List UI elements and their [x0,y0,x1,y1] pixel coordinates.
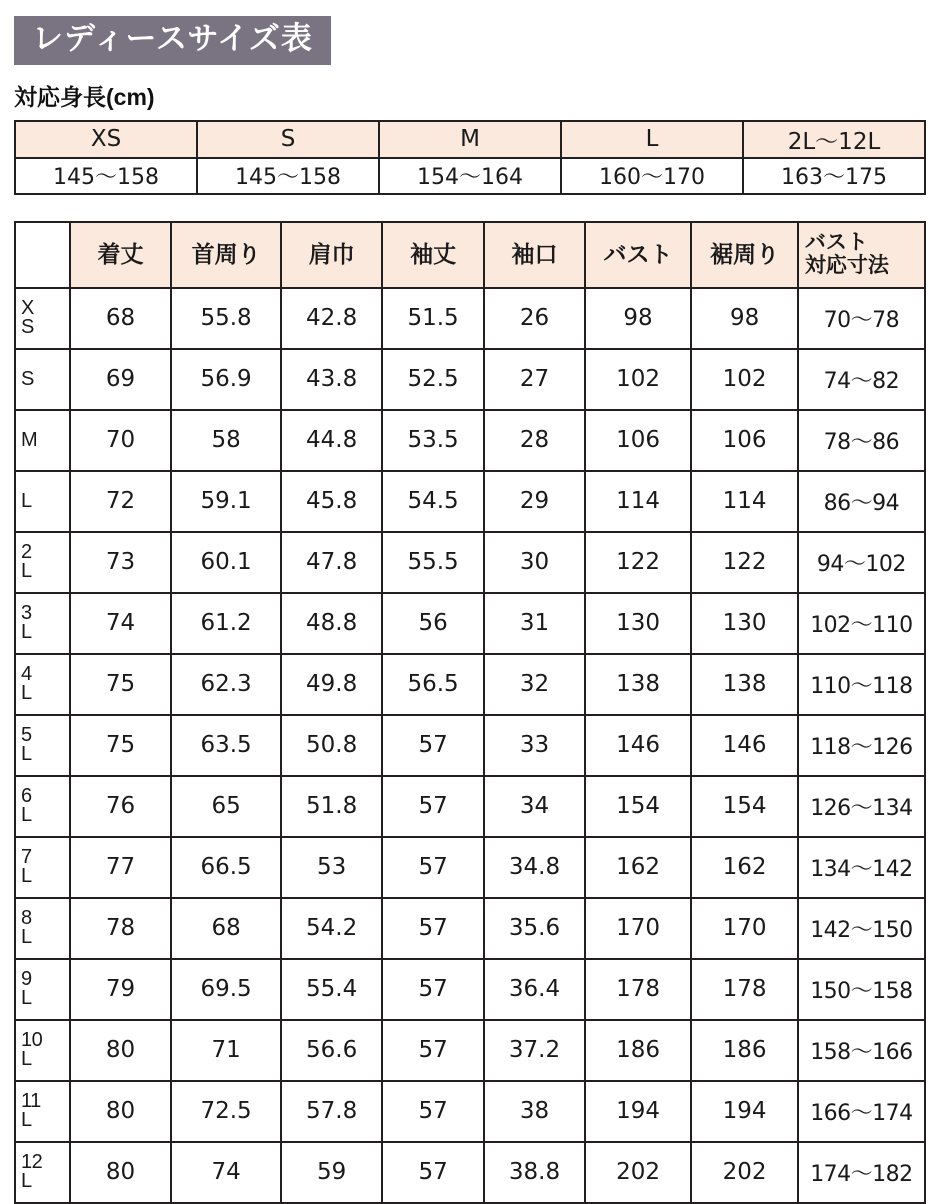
row-size-label [15,654,70,715]
height-table-header-row [15,121,925,158]
measurement-cell: 73 [70,532,170,593]
measurement-cell: 54.2 [281,898,381,959]
measurement-cell: 202 [585,1142,692,1203]
table-row [15,471,925,532]
height-range-cell: 154〜164 [379,158,561,194]
measurement-cell: 43.8 [281,349,381,410]
table-corner-cell [15,222,70,288]
measurement-cell: 58 [171,410,282,471]
row-size-label-line: 5 [21,724,32,747]
measurement-cell: 114 [691,471,798,532]
measurement-cell: 56.9 [171,349,282,410]
table-row [15,837,925,898]
column-header-katahaba: 肩巾 [281,222,381,288]
measurement-cell: 102 [585,349,692,410]
row-size-label-line: 7 [21,846,32,869]
table-row [15,532,925,593]
column-header-bust: バスト [585,222,692,288]
column-header-kitake: 着丈 [70,222,170,288]
measurement-cell: 55.4 [281,959,381,1020]
height-size-header: 2L〜12L [743,121,925,158]
row-size-label-line: 10 [21,1029,43,1052]
measurement-cell: 69.5 [171,959,282,1020]
row-size-label-line: 3 [21,602,32,625]
row-size-label-line: L [21,621,32,644]
row-size-label-line: 12 [21,1151,43,1174]
row-size-label [15,1081,70,1142]
measurement-cell: 68 [70,288,170,349]
measurement-cell: 42.8 [281,288,381,349]
measurement-cell: 56.6 [281,1020,381,1081]
measurement-cell: 170 [585,898,692,959]
measurement-cell: 59 [281,1142,381,1203]
measurement-cell: 44.8 [281,410,381,471]
bust-reference-cell: 126〜134 [798,776,925,837]
bust-reference-cell: 110〜118 [798,654,925,715]
measurement-cell: 106 [691,410,798,471]
measurement-cell: 202 [691,1142,798,1203]
measurement-cell: 56 [382,593,484,654]
row-size-label-line: S [21,367,34,390]
measurement-cell: 77 [70,837,170,898]
row-size-label [15,593,70,654]
measurement-cell: 57 [382,1081,484,1142]
page-title: レディースサイズ表 [14,16,331,65]
height-size-header: L [561,121,743,158]
row-size-label [15,1142,70,1203]
measurement-cell: 130 [585,593,692,654]
height-range-cell: 145〜158 [15,158,197,194]
bust-reference-cell: 70〜78 [798,288,925,349]
height-range-cell: 145〜158 [197,158,379,194]
row-size-label-line: M [21,428,38,451]
measurement-cell: 146 [585,715,692,776]
measurement-cell: 57 [382,837,484,898]
bust-reference-cell: 102〜110 [798,593,925,654]
measurement-cell: 48.8 [281,593,381,654]
height-range-cell: 163〜175 [743,158,925,194]
height-table-value-row [15,158,925,194]
height-size-header: XS [15,121,197,158]
row-size-label-line: L [21,560,32,583]
measurement-cell: 37.2 [484,1020,584,1081]
measurement-cell: 45.8 [281,471,381,532]
row-size-label-line: 9 [21,968,32,991]
measurement-cell: 130 [691,593,798,654]
table-row [15,288,925,349]
measurement-cell: 57 [382,898,484,959]
measurement-cell: 35.6 [484,898,584,959]
row-size-label [15,532,70,593]
table-row [15,1081,925,1142]
bust-reference-cell: 78〜86 [798,410,925,471]
row-size-label-line: X [21,297,34,320]
measurement-cell: 138 [585,654,692,715]
row-size-label [15,715,70,776]
row-size-label-line: 11 [21,1090,41,1113]
height-section-heading: 対応身長(cm) [14,83,155,110]
measurement-cell: 56.5 [382,654,484,715]
bust-reference-cell: 134〜142 [798,837,925,898]
measurement-cell: 98 [691,288,798,349]
table-row [15,715,925,776]
table-row [15,1020,925,1081]
measurement-cell: 154 [585,776,692,837]
measurement-cell: 76 [70,776,170,837]
measurement-cell: 55.5 [382,532,484,593]
measurement-cell: 53.5 [382,410,484,471]
row-size-label [15,410,70,471]
measurement-cell: 194 [691,1081,798,1142]
measurement-cell: 80 [70,1142,170,1203]
row-size-label [15,898,70,959]
measurement-cell: 30 [484,532,584,593]
measurement-cell: 34.8 [484,837,584,898]
column-header-kubimawari: 首周り [171,222,282,288]
column-header-bust-reference [798,222,925,288]
measurement-cell: 186 [585,1020,692,1081]
measurement-cell: 70 [70,410,170,471]
measurement-cell: 59.1 [171,471,282,532]
height-size-header: S [197,121,379,158]
measurement-cell: 57 [382,959,484,1020]
table-row [15,776,925,837]
measurement-cell: 33 [484,715,584,776]
bust-reference-cell: 118〜126 [798,715,925,776]
measurement-cell: 75 [70,654,170,715]
measurement-cell: 68 [171,898,282,959]
measurement-cell: 75 [70,715,170,776]
bust-reference-cell: 86〜94 [798,471,925,532]
measurement-cell: 72.5 [171,1081,282,1142]
measurement-cell: 138 [691,654,798,715]
row-size-label-line: S [21,316,34,339]
bust-reference-line2: 対応寸法 [804,253,889,277]
bust-reference-cell: 142〜150 [798,898,925,959]
table-row [15,1142,925,1203]
row-size-label-line: L [21,865,32,888]
measurement-cell: 178 [691,959,798,1020]
measurement-cell: 53 [281,837,381,898]
measurement-cell: 57.8 [281,1081,381,1142]
measurement-cell: 74 [171,1142,282,1203]
measurement-cell: 66.5 [171,837,282,898]
measurement-cell: 79 [70,959,170,1020]
measurement-cell: 57 [382,1142,484,1203]
measurement-cell: 146 [691,715,798,776]
measurement-cell: 194 [585,1081,692,1142]
bust-reference-cell: 150〜158 [798,959,925,1020]
measurement-cell: 98 [585,288,692,349]
bust-reference-cell: 166〜174 [798,1081,925,1142]
measurement-cell: 106 [585,410,692,471]
table-row [15,349,925,410]
measurement-cell: 27 [484,349,584,410]
bust-reference-cell: 158〜166 [798,1020,925,1081]
row-size-label-line: L [21,1048,32,1071]
bust-reference-cell: 94〜102 [798,532,925,593]
measurement-cell: 80 [70,1020,170,1081]
measurement-cell: 162 [585,837,692,898]
measurement-cell: 154 [691,776,798,837]
measurement-cell: 31 [484,593,584,654]
height-range-cell: 160〜170 [561,158,743,194]
table-row [15,410,925,471]
row-size-label [15,471,70,532]
column-header-sodeguchi: 袖口 [484,222,584,288]
column-header-susomawari: 裾周り [691,222,798,288]
table-row [15,654,925,715]
measurement-cell: 57 [382,1020,484,1081]
height-size-header: M [379,121,561,158]
bust-reference-cell: 174〜182 [798,1142,925,1203]
height-table [14,120,926,195]
row-size-label-line: L [21,682,32,705]
measurement-cell: 51.8 [281,776,381,837]
measurement-section [14,221,926,1204]
measurement-cell: 60.1 [171,532,282,593]
measurement-cell: 122 [691,532,798,593]
row-size-label-line: 4 [21,663,32,686]
measurement-cell: 78 [70,898,170,959]
row-size-label-line: 2 [21,541,32,564]
measurement-cell: 52.5 [382,349,484,410]
measurement-cell: 186 [691,1020,798,1081]
measurement-cell: 72 [70,471,170,532]
measurement-cell: 57 [382,776,484,837]
measurement-cell: 80 [70,1081,170,1142]
measurement-cell: 178 [585,959,692,1020]
measurement-cell: 57 [382,715,484,776]
measurement-cell: 47.8 [281,532,381,593]
bust-reference-line1: バスト [804,230,868,254]
row-size-label [15,288,70,349]
measurement-cell: 38.8 [484,1142,584,1203]
measurement-header-row [15,222,925,288]
row-size-label [15,776,70,837]
table-row [15,593,925,654]
measurement-cell: 38 [484,1081,584,1142]
measurement-cell: 74 [70,593,170,654]
measurement-cell: 51.5 [382,288,484,349]
measurement-cell: 26 [484,288,584,349]
table-row [15,959,925,1020]
measurement-cell: 162 [691,837,798,898]
measurement-cell: 29 [484,471,584,532]
measurement-cell: 65 [171,776,282,837]
row-size-label-line: 8 [21,907,32,930]
row-size-label [15,1020,70,1081]
measurement-cell: 71 [171,1020,282,1081]
measurement-cell: 122 [585,532,692,593]
measurement-body [15,288,925,1203]
measurement-cell: 32 [484,654,584,715]
measurement-cell: 50.8 [281,715,381,776]
measurement-cell: 55.8 [171,288,282,349]
measurement-cell: 36.4 [484,959,584,1020]
row-size-label [15,959,70,1020]
measurement-cell: 62.3 [171,654,282,715]
table-row [15,898,925,959]
measurement-cell: 170 [691,898,798,959]
measurement-cell: 34 [484,776,584,837]
row-size-label [15,837,70,898]
row-size-label-line: L [21,489,32,512]
measurement-cell: 61.2 [171,593,282,654]
measurement-cell: 54.5 [382,471,484,532]
measurement-cell: 63.5 [171,715,282,776]
row-size-label-line: L [21,926,32,949]
row-size-label [15,349,70,410]
measurement-cell: 114 [585,471,692,532]
row-size-label-line: L [21,743,32,766]
column-header-sodetake: 袖丈 [382,222,484,288]
row-size-label-line: L [21,987,32,1010]
measurement-cell: 49.8 [281,654,381,715]
row-size-label-line: L [21,1170,32,1193]
measurement-table [14,221,926,1204]
row-size-label-line: 6 [21,785,32,808]
measurement-cell: 102 [691,349,798,410]
measurement-cell: 28 [484,410,584,471]
row-size-label-line: L [21,1109,32,1132]
measurement-cell: 69 [70,349,170,410]
bust-reference-cell: 74〜82 [798,349,925,410]
row-size-label-line: L [21,804,32,827]
